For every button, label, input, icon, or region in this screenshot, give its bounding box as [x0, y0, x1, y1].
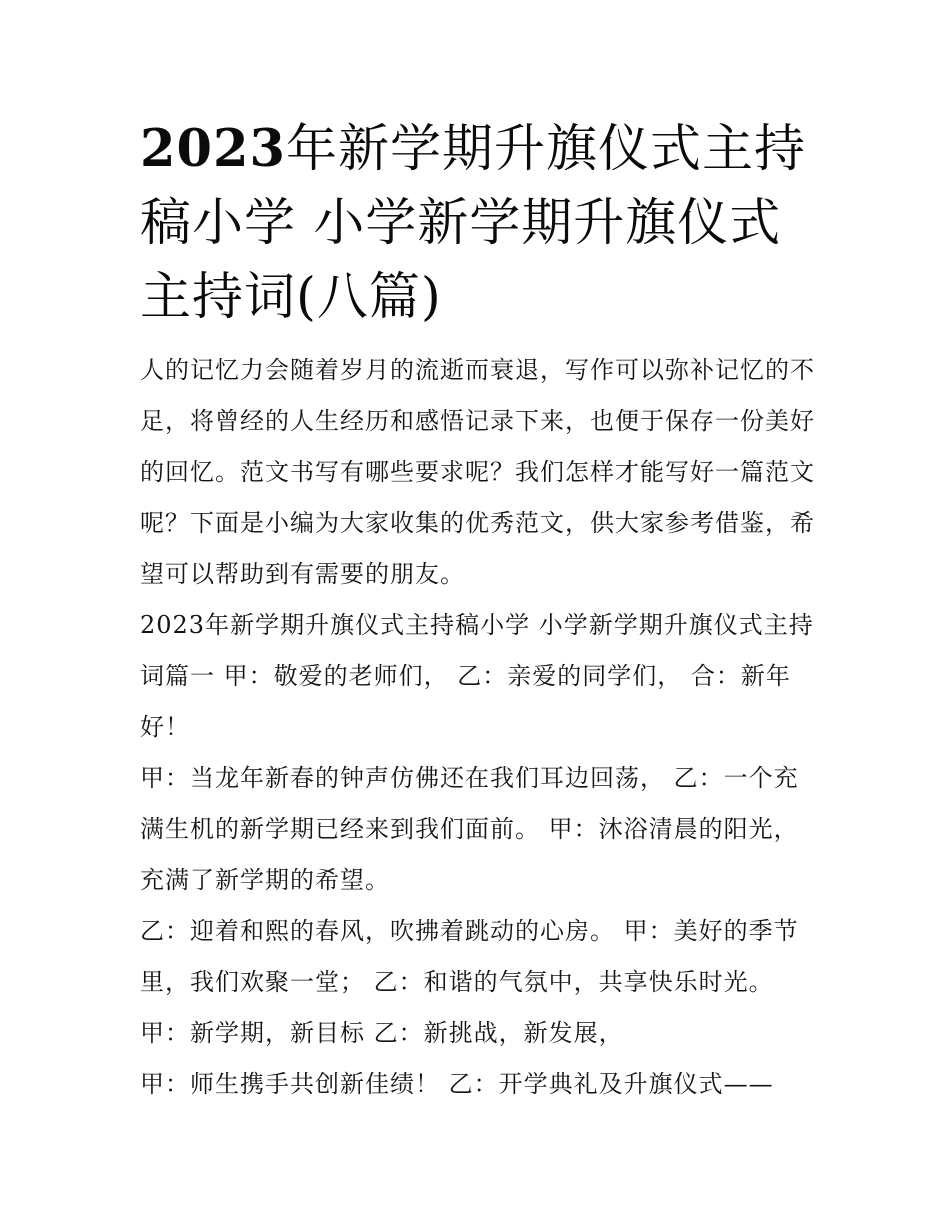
section-heading-paragraph: 2023年新学期升旗仪式主持稿小学 小学新学期升旗仪式主持词篇一 甲：敬爱的老师们， 乙：亲爱的同学们， 合：新年好！ [140, 611, 814, 741]
title-year: 2023 [140, 119, 286, 179]
dialogue-paragraph: 乙：迎着和熙的春风，吹拂着跳动的心房。 甲：美好的季节里，我们欢聚一堂； 乙：和谐的气氛中，共享快乐时光。 [140, 917, 799, 996]
dialogue-paragraph: 甲：新学期，新目标 乙：新挑战，新发展， [140, 1019, 624, 1047]
dialogue-paragraph: 甲：当龙年新春的钟声仿佛还在我们耳边回荡， 乙：一个充满生机的新学期已经来到我们面前。 甲：沐浴清晨的阳光，充满了新学期的希望。 [140, 764, 799, 894]
title-text: 年新学期升旗仪式主持稿小学 小学新学期升旗仪式主持词(八篇) [140, 120, 806, 327]
intro-paragraph: 人的记忆力会随着岁月的流逝而衰退，写作可以弥补记忆的不足，将曾经的人生经历和感悟记录下来，也便于保存一份美好的回忆。范文书写有哪些要求呢？我们怎样才能写好一篇范文呢？下面是小编为大家收集的优秀范文，供大家参考借鉴，希望可以帮助到有需要的朋友。 [140, 356, 815, 588]
document-title [140, 112, 820, 335]
document-body [140, 112, 820, 1110]
dialogue-paragraph: 甲：师生携手共创新佳绩！ 乙：开学典礼及升旗仪式—— [140, 1070, 774, 1098]
